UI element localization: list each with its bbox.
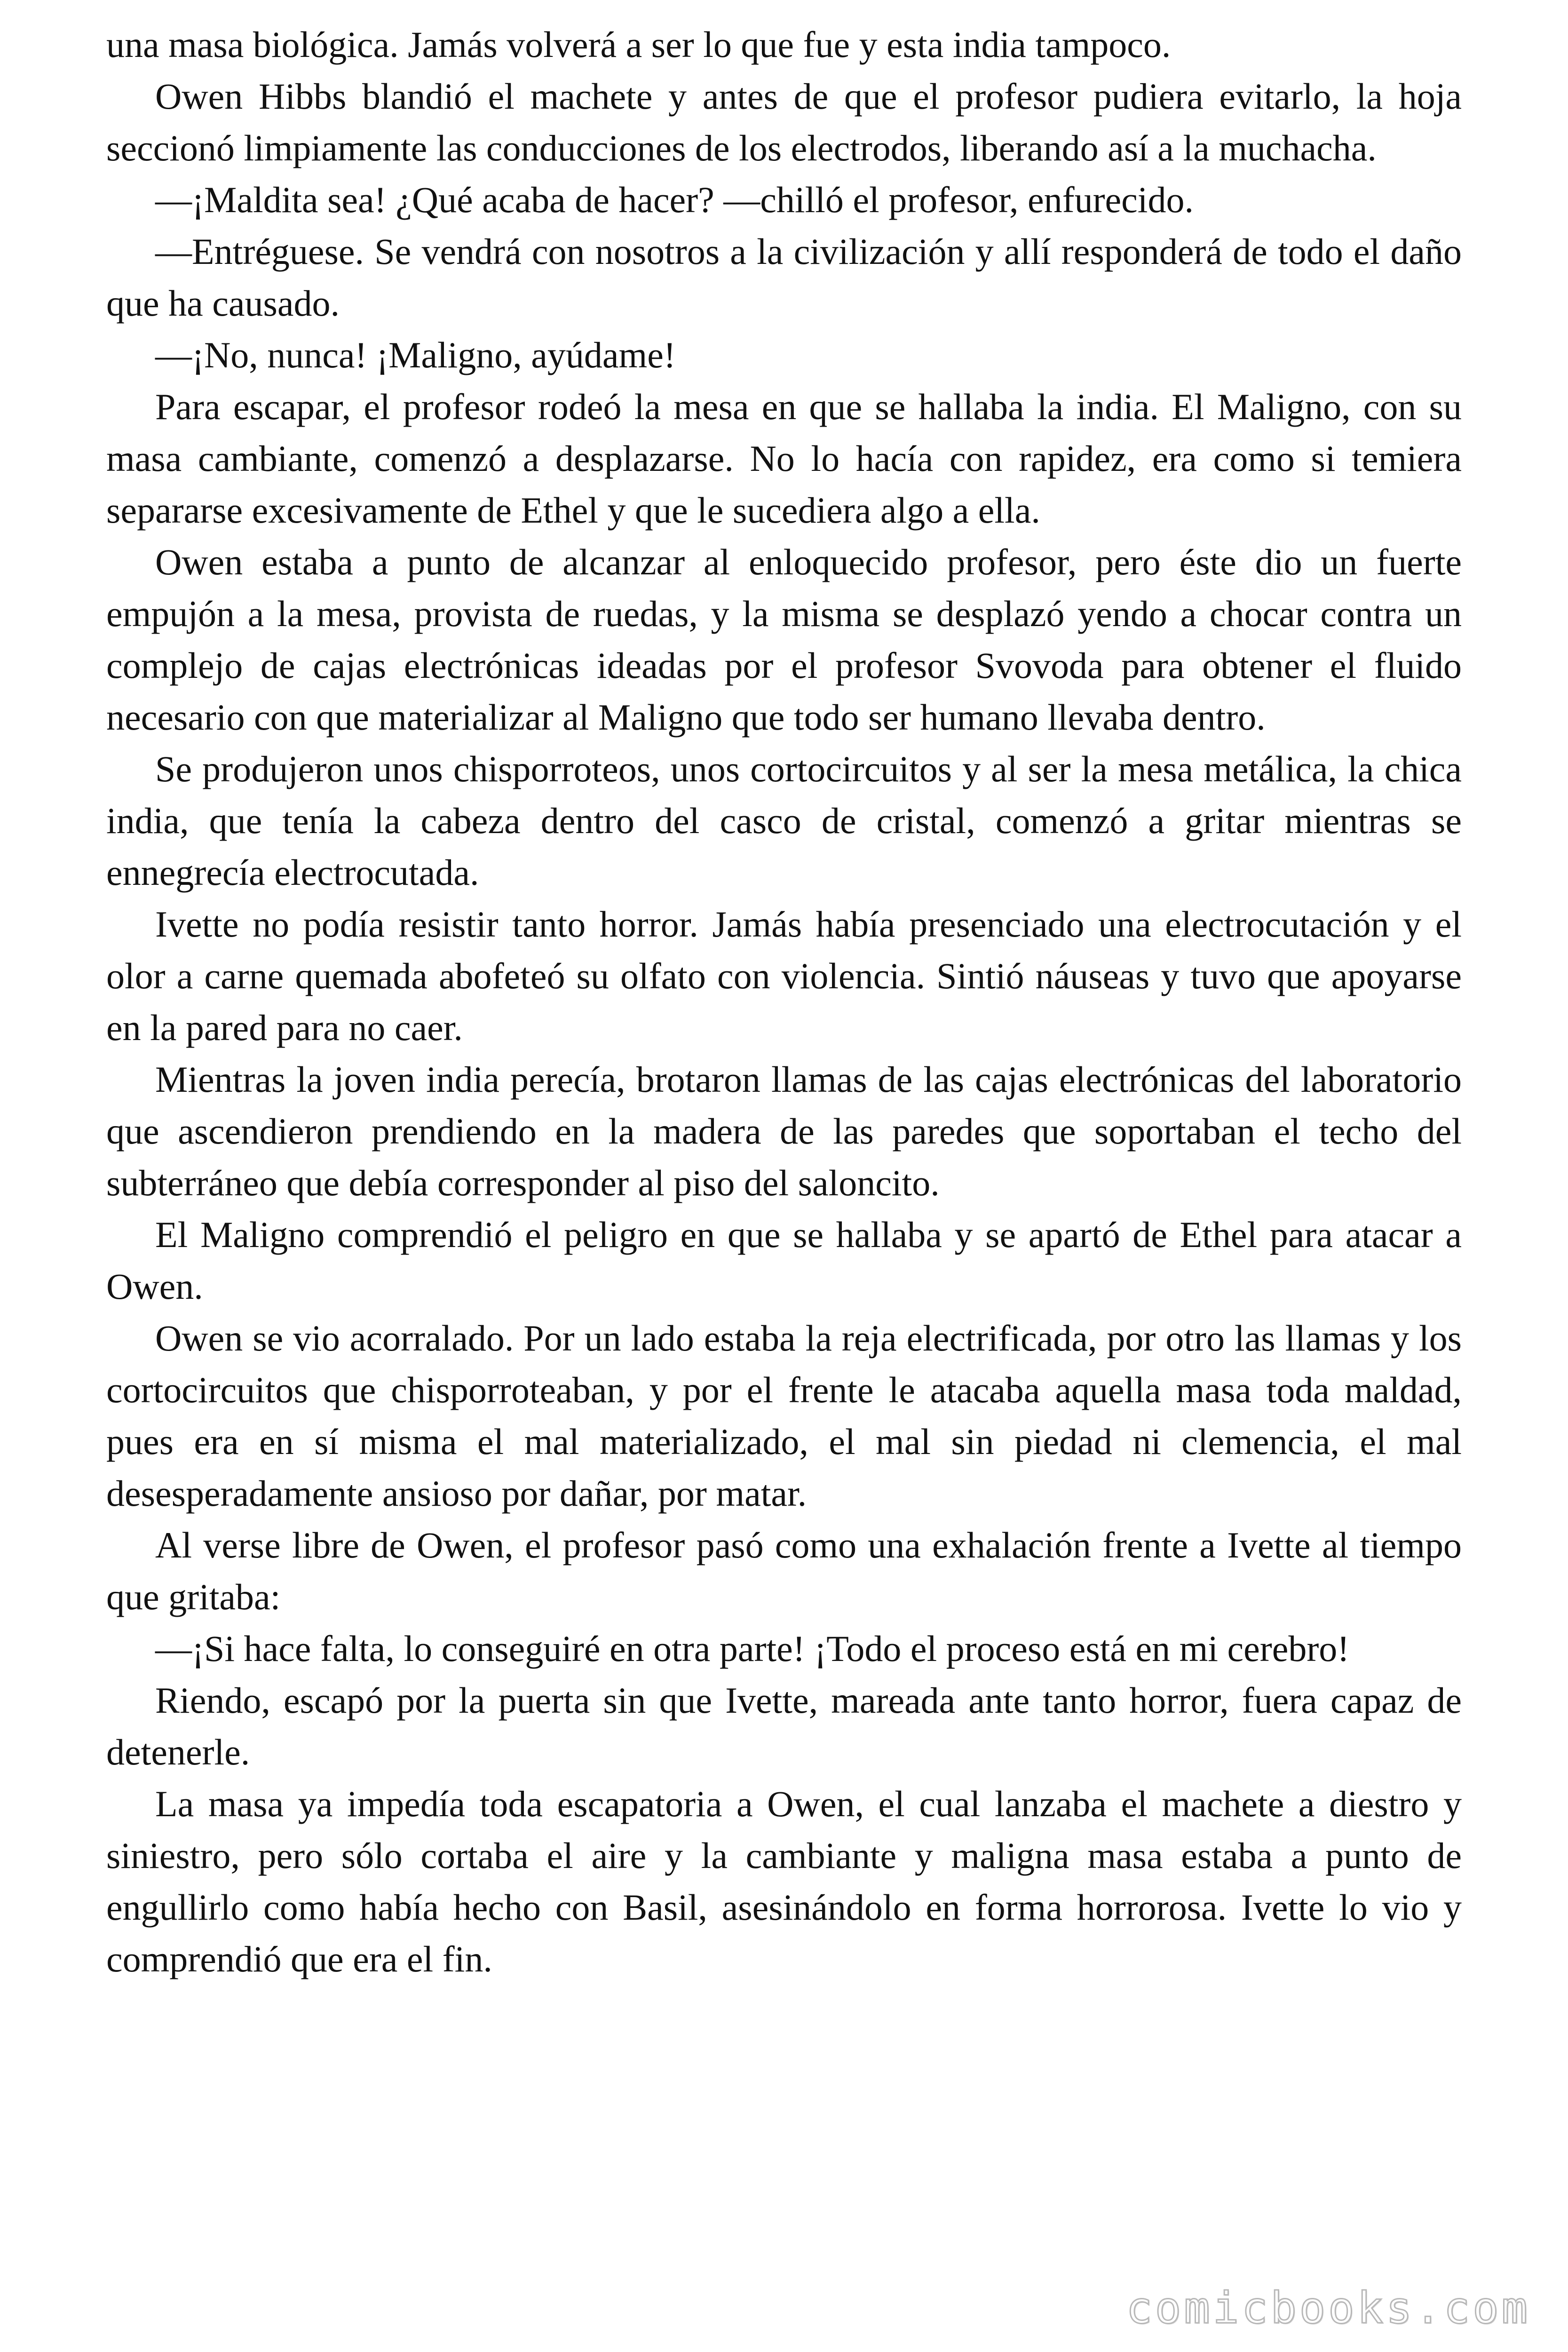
- paragraph: Owen se vio acorralado. Por un lado estaba la reja electrificada, por otro las llamas y los cortocircuitos que chisporroteaban, y por el frente le atacaba aquella masa toda maldad, pues era en sí misma el mal materializado, el mal sin piedad ni clemencia, el mal desesperadamente ansioso por dañar, por matar.: [106, 1318, 1462, 1514]
- paragraph-dialogue: —¡Si hace falta, lo conseguiré en otra parte! ¡Todo el proceso está en mi cerebro!: [155, 1628, 1350, 1669]
- paragraph: Owen estaba a punto de alcanzar al enloquecido profesor, pero éste dio un fuerte empujón a la mesa, provista de ruedas, y la misma se desplazó yendo a chocar contra un complejo de cajas electrónicas ideadas por el profesor Svovoda para obtener el fluido necesario con que materializar al Maligno que todo ser humano llevaba dentro.: [106, 541, 1462, 738]
- paragraph: Se produjeron unos chisporroteos, unos cortocircuitos y al ser la mesa metálica, la chica india, que tenía la cabeza dentro del casco de cristal, comenzó a gritar mientras se ennegrecía electrocutada.: [106, 748, 1462, 893]
- watermark-logo: comicbooks.com: [1126, 2283, 1530, 2333]
- paragraph-dialogue: —Entréguese. Se vendrá con nosotros a la civilización y allí responderá de todo el daño que ha causado.: [106, 231, 1462, 324]
- paragraph: Owen Hibbs blandió el machete y antes de que el profesor pudiera evitarlo, la hoja seccionó limpiamente las conducciones de los electrodos, liberando así a la muchacha.: [106, 76, 1462, 168]
- paragraph: La masa ya impedía toda escapatoria a Owen, el cual lanzaba el machete a diestro y siniestro, pero sólo cortaba el aire y la cambiante y maligna masa estaba a punto de engullirlo como había hecho con Basil, asesinándolo en forma horrorosa. Ivette lo vio y comprendió que era el fin.: [106, 1783, 1462, 1979]
- paragraph-dialogue: —¡No, nunca! ¡Maligno, ayúdame!: [155, 334, 676, 375]
- paragraph: Riendo, escapó por la puerta sin que Ivette, mareada ante tanto horror, fuera capaz de detenerle.: [106, 1680, 1462, 1772]
- paragraph-dialogue: —¡Maldita sea! ¿Qué acaba de hacer? —chilló el profesor, enfurecido.: [155, 179, 1194, 220]
- paragraph: Mientras la joven india perecía, brotaron llamas de las cajas electrónicas del laboratorio que ascendieron prendiendo en la madera de las paredes que soportaban el techo del subterráneo que debía corresponder al piso del saloncito.: [106, 1059, 1462, 1203]
- book-page-text: [106, 19, 1462, 1985]
- paragraph: Al verse libre de Owen, el profesor pasó como una exhalación frente a Ivette al tiempo que gritaba:: [106, 1525, 1462, 1617]
- paragraph: El Maligno comprendió el peligro en que se hallaba y se apartó de Ethel para atacar a Owen.: [106, 1214, 1462, 1307]
- paragraph-continuation: una masa biológica. Jamás volverá a ser lo que fue y esta india tampoco.: [106, 24, 1171, 65]
- paragraph: Para escapar, el profesor rodeó la mesa en que se hallaba la india. El Maligno, con su masa cambiante, comenzó a desplazarse. No lo hacía con rapidez, era como si temiera separarse excesivamente de Ethel y que le sucediera algo a ella.: [106, 386, 1462, 531]
- paragraph: Ivette no podía resistir tanto horror. Jamás había presenciado una electrocutación y el olor a carne quemada abofeteó su olfato con violencia. Sintió náuseas y tuvo que apoyarse en la pared para no caer.: [106, 904, 1462, 1048]
